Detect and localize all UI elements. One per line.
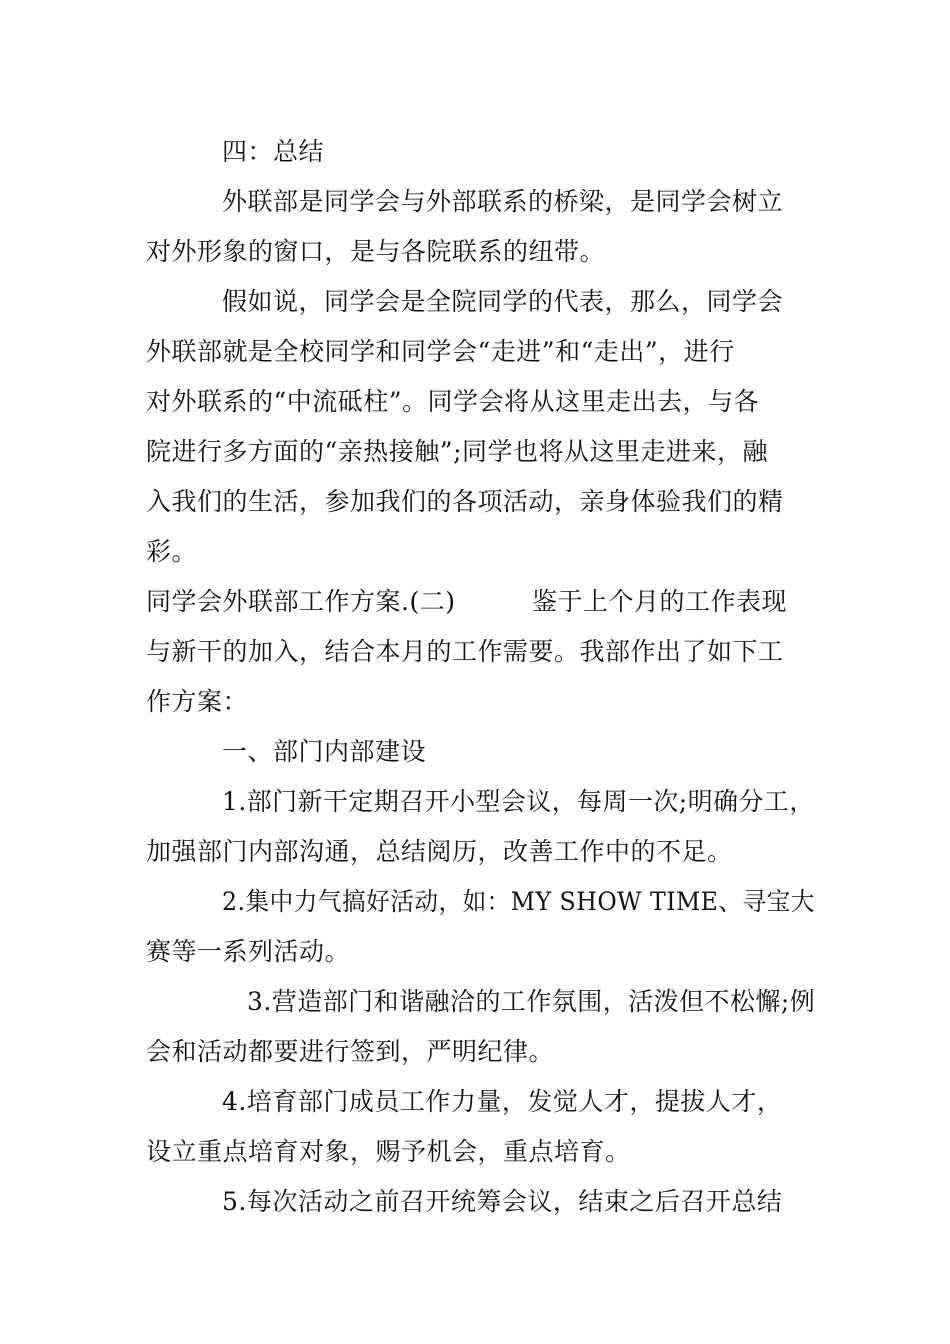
section-2-line-1: 同学会外联部工作方案.(二) 鉴于上个月的工作表现 bbox=[146, 587, 787, 616]
paragraph-2-line-6: 彩。 bbox=[146, 537, 198, 566]
paragraph-2-line-1: 假如说，同学会是全院同学的代表，那么，同学会 bbox=[222, 287, 784, 316]
paragraph-2-line-2: 外联部就是全校同学和同学会“走进”和“走出”，进行 bbox=[146, 337, 735, 366]
item-4-line-1: 4.培育部门成员工作力量，发觉人才，提拔人才， bbox=[222, 1087, 783, 1116]
item-5-line-1: 5.每次活动之前召开统筹会议，结束之后召开总结 bbox=[222, 1187, 783, 1216]
item-4-line-2: 设立重点培育对象，赐予机会，重点培育。 bbox=[146, 1137, 631, 1166]
item-2-line-2: 赛等一系列活动。 bbox=[146, 937, 351, 966]
item-3-line-2: 会和活动都要进行签到，严明纪律。 bbox=[146, 1037, 555, 1066]
item-1-line-2: 加强部门内部沟通，总结阅历，改善工作中的不足。 bbox=[146, 837, 733, 866]
item-1-line-1: 1.部门新干定期召开小型会议，每周一次;明确分工， bbox=[222, 787, 815, 816]
paragraph-2-line-3: 对外联系的“中流砥柱”。同学会将从这里走出去，与各 bbox=[146, 387, 760, 416]
section-2-line-2: 与新干的加入，结合本月的工作需要。我部作出了如下工 bbox=[146, 637, 784, 666]
paragraph-2-line-4: 院进行多方面的“亲热接触”;同学也将从这里走进来，融 bbox=[146, 437, 768, 466]
paragraph-2-line-5: 入我们的生活，参加我们的各项活动，亲身体验我们的精 bbox=[146, 487, 784, 516]
section-2-line-3: 作方案： bbox=[146, 687, 249, 716]
paragraph-1-line-2: 对外形象的窗口，是与各院联系的纽带。 bbox=[146, 237, 606, 266]
heading-part-1: 一、部门内部建设 bbox=[222, 737, 427, 766]
paragraph-1-line-1: 外联部是同学会与外部联系的桥梁，是同学会树立 bbox=[222, 187, 784, 216]
heading-summary: 四：总结 bbox=[222, 137, 325, 166]
item-2-line-1: 2.集中力气搞好活动，如：MY SHOW TIME、寻宝大 bbox=[222, 887, 815, 916]
item-3-line-1: 3.营造部门和谐融洽的工作氛围，活泼但不松懈;例 bbox=[247, 987, 816, 1016]
